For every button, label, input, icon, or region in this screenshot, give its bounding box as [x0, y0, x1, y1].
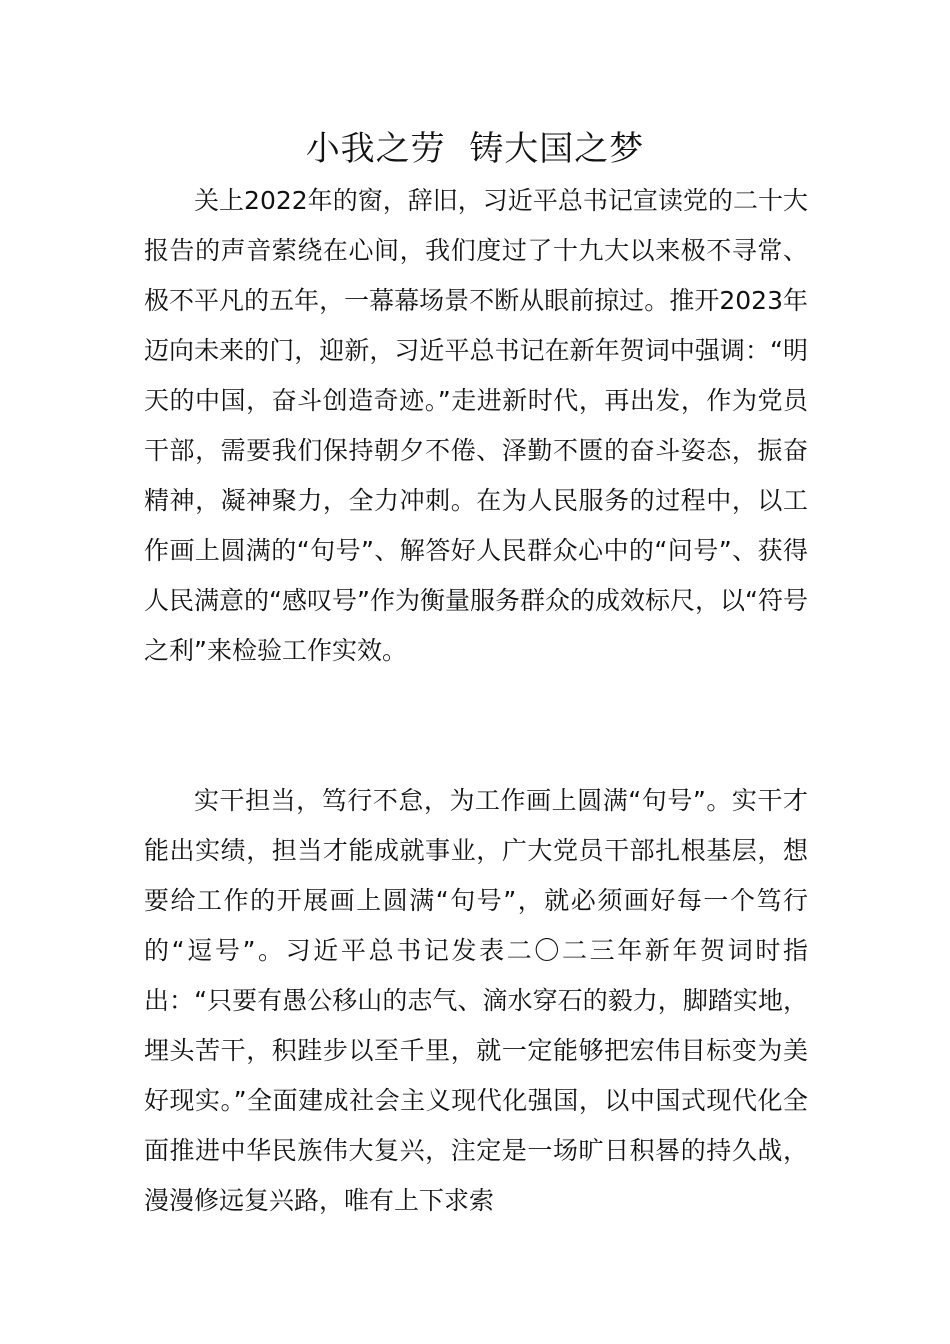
paragraph-1: 关上2022年的窗，辞旧，习近平总书记宣读党的二十大报告的声音萦绕在心间，我们度过了十九大以来极不寻常、极不平凡的五年，一幕幕场景不断从眼前掠过。推开2023年迈向未来的门，迎新，习近平总书记在新年贺词中强调：“明天的中国，奋斗创造奇迹。”走进新时代，再出发，作为党员干部，需要我们保持朝夕不倦、泽勤不匮的奋斗姿态，振奋精神，凝神聚力，全力冲刺。在为人民服务的过程中，以工作画上圆满的“句号”、解答好人民群众心中的“问号”、获得人民满意的“感叹号”作为衡量服务群众的成效标尺，以“符号之利”来检验工作实效。 [144, 186, 808, 665]
document-title: 小我之劳 铸大国之梦 [305, 129, 645, 169]
paragraph-2: 实干担当，笃行不怠，为工作画上圆满“句号”。实干才能出实绩，担当才能成就事业，广大党员干部扎根基层，想要给工作的开展画上圆满“句号”，就必须画好每一个笃行的“逗号”。习近平总书记发表二〇二三年新年贺词时指出：“只要有愚公移山的志气、滴水穿石的毅力，脚踏实地，埋头苦干，积跬步以至千里，就一定能够把宏伟目标变为美好现实。”全面建成社会主义现代化强国，以中国式现代化全面推进中华民族伟大复兴，注定是一场旷日积晷的持久战，漫漫修远复兴路，唯有上下求索 [144, 786, 808, 1215]
